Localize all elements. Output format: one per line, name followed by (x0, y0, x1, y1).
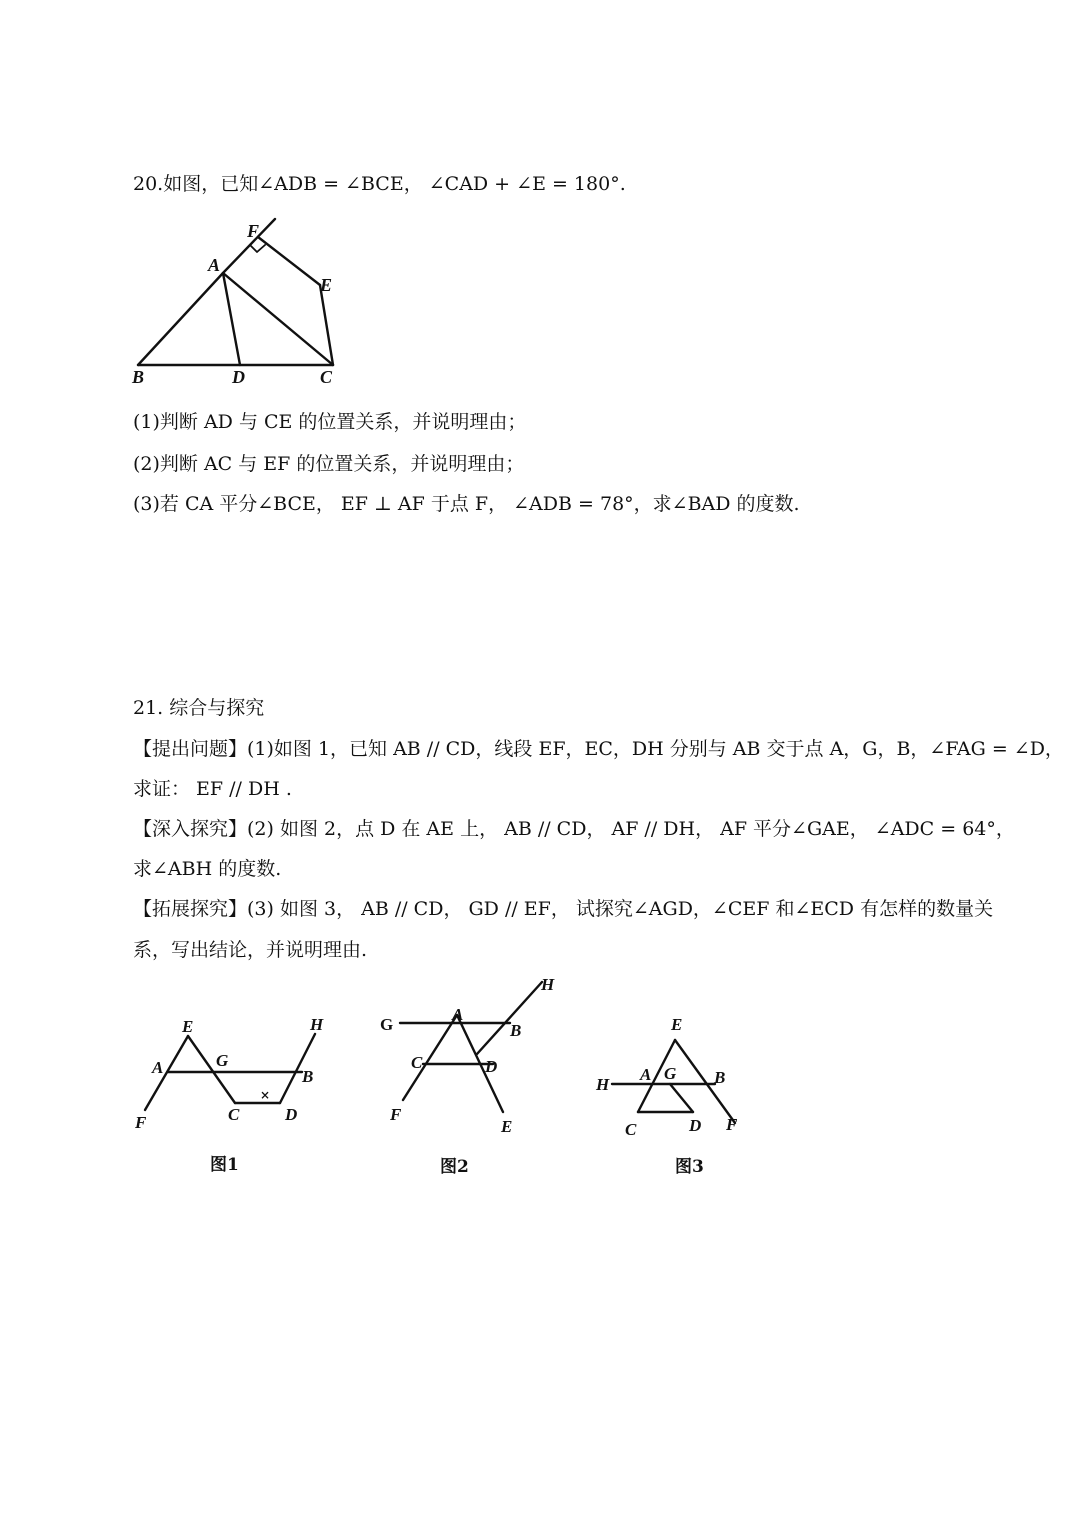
q20-right-angle-mark (250, 245, 265, 252)
q21-part1-line2: 求证： EF // DH . (133, 778, 292, 800)
q20-line-BA (138, 273, 223, 365)
fig1-label-H: H (310, 1015, 324, 1034)
q20-line-AD (223, 273, 240, 365)
fig3-line-EF (675, 1040, 735, 1123)
fig3-label-E: E (671, 1015, 683, 1034)
fig2-label-B: B (510, 1021, 522, 1040)
q20-line-EC (320, 285, 333, 365)
q21-figure-2 (375, 972, 575, 1182)
q21-figure-1 (130, 1010, 350, 1185)
q20-line-AC (223, 273, 333, 365)
q20-label-E: E (320, 275, 333, 295)
q20-sub1: (1)判断 AD 与 CE 的位置关系，并说明理由； (133, 411, 527, 433)
fig2-label-F: F (390, 1105, 402, 1124)
fig3-label-G: G (664, 1064, 677, 1083)
q21-part3-line2: 系，写出结论，并说明理由. (133, 939, 368, 961)
q20-label-C: C (320, 367, 333, 387)
fig1-label-F: F (135, 1113, 147, 1132)
fig2-label-H: H (541, 975, 555, 994)
fig3-label-C: C (625, 1120, 637, 1139)
q20-stem: 20.如图，已知∠ADB = ∠BCE， ∠CAD + ∠E = 180°. (133, 173, 626, 195)
fig3-label-D: D (689, 1116, 702, 1135)
fig3-caption: 图3 (675, 1157, 704, 1177)
q21-title: 21. 综合与探究 (133, 697, 265, 719)
q20-label-B: B (132, 367, 145, 387)
q20-label-D: D (232, 367, 245, 387)
fig3-label-A: A (640, 1065, 652, 1084)
q21-part2-line2: 求∠ABH 的度数. (133, 858, 282, 880)
fig2-label-D: D (485, 1057, 498, 1076)
q20-sub2: (2)判断 AC 与 EF 的位置关系，并说明理由； (133, 453, 525, 475)
fig3-line-GD (670, 1084, 693, 1112)
q21-part3-line1: 【拓展探究】(3) 如图 3， AB // CD， GD // EF， 试探究∠AGD，∠CEF 和∠ECD 有怎样的数量关 (133, 898, 994, 920)
q20-figure (120, 215, 360, 390)
q20-sub3: (3)若 CA 平分∠BCE， EF ⊥ AF 于点 F， ∠ADB = 78°，求∠BAD 的度数. (133, 493, 800, 515)
q20-line-FE (258, 237, 320, 285)
fig2-caption: 图2 (440, 1157, 469, 1177)
q20-label-F: F (247, 221, 260, 241)
fig3-label-F: F (726, 1115, 738, 1134)
q21-part2-line1: 【深入探究】(2) 如图 2，点 D 在 AE 上， AB // CD， AF // DH， AF 平分∠GAE， ∠ADC = 64°， (133, 818, 1015, 840)
fig1-label-E: E (182, 1017, 194, 1036)
fig1-label-B: B (302, 1067, 314, 1086)
fig1-label-G: G (216, 1051, 229, 1070)
fig2-label-C: C (411, 1053, 423, 1072)
fig1-label-A: A (152, 1058, 164, 1077)
fig1-angle-mark: × (260, 1088, 271, 1102)
fig1-label-C: C (228, 1105, 240, 1124)
q21-figure-3 (590, 1010, 760, 1185)
q20-label-A: A (208, 255, 221, 275)
fig1-label-D: D (285, 1105, 298, 1124)
fig2-label-E: E (501, 1117, 513, 1136)
fig3-label-B: B (714, 1068, 726, 1087)
fig2-label-G: G (380, 1015, 394, 1034)
fig2-label-A: A (452, 1005, 464, 1024)
fig2-line-DH (477, 982, 542, 1054)
q21-part1-line1: 【提出问题】(1)如图 1，已知 AB // CD，线段 EF，EC，DH 分别与 AB 交于点 A，G，B，∠FAG = ∠D， (133, 738, 1064, 760)
fig1-caption: 图1 (210, 1155, 239, 1175)
fig3-label-H: H (596, 1075, 610, 1094)
